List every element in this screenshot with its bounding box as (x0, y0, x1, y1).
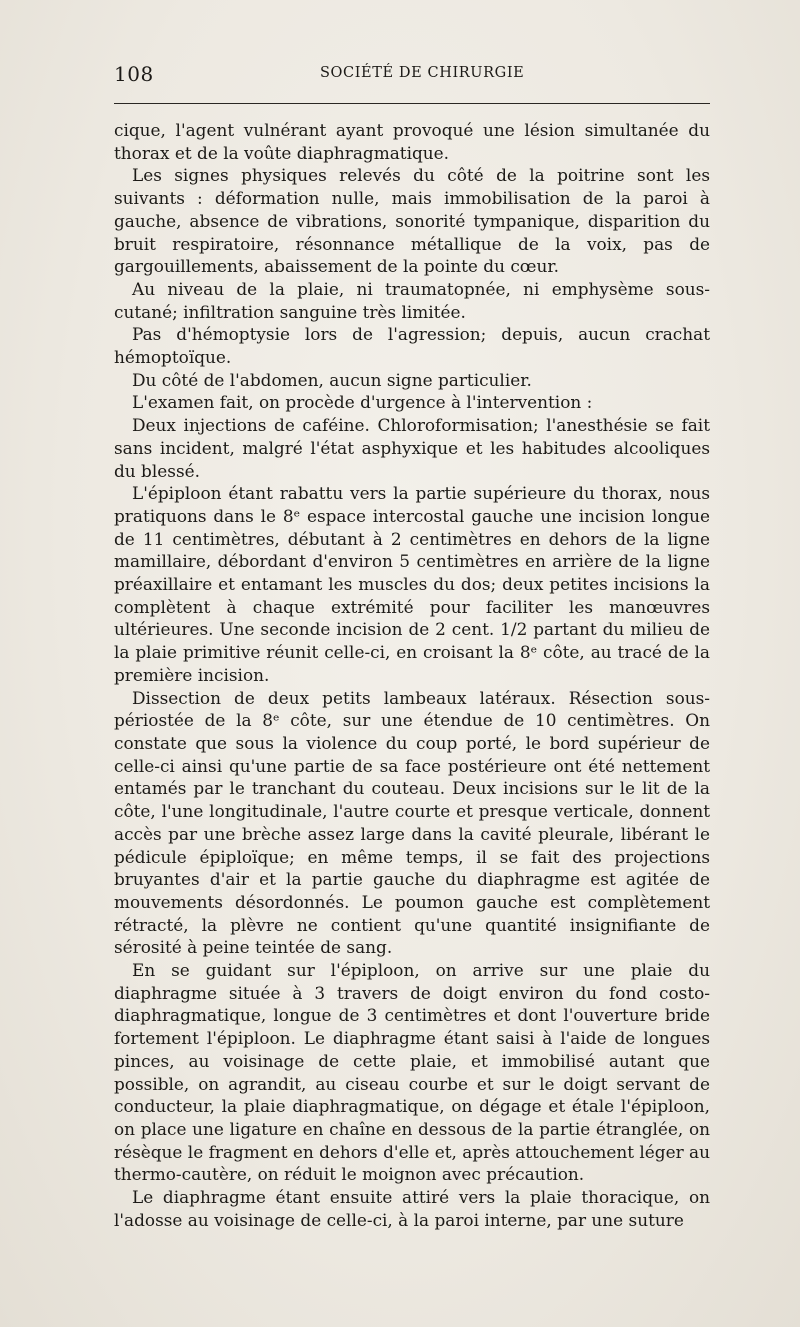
paragraph-11: Le diaphragme étant ensuite attiré vers la plaie thoracique, on l'adosse au voisinage de celle-ci, à la paroi interne, par une suture (114, 1187, 710, 1230)
page-number: 108 (114, 62, 154, 86)
paragraph-6: L'examen fait, on procède d'urgence à l'intervention : (132, 392, 593, 413)
body-text (114, 119, 710, 1231)
paragraph-1: cique, l'agent vulnérant ayant provoqué une lésion simultanée du thorax et de la voûte diaphragmatique. (114, 120, 710, 163)
paragraph-10: En se guidant sur l'épiploon, on arrive sur une plaie du diaphragme située à 3 travers de doigt environ du fond costo-diaphragmatique, longue de 3 centimètres et dont l'ouverture bride fortement l'épiploon. Le diaphragme étant saisi à l'aide de longues pinces, au voisinage de cette plaie, et immobilisé autant que possible, on agrandit, au ciseau courbe et sur le doigt servant de conducteur, la plaie diaphragmatique, on dégage et étale l'épiploon, on place une ligature en chaîne en dessous de la partie étranglée, on résèque le fragment en dehors d'elle et, après attouchement léger au thermo-cautère, on réduit le moignon avec précaution. (114, 960, 710, 1185)
page-header (114, 62, 710, 92)
paragraph-3: Au niveau de la plaie, ni traumatopnée, ni emphysème sous-cutané; infiltration sanguine très limitée. (114, 278, 710, 322)
header-rule (114, 103, 710, 104)
running-title: SOCIÉTÉ DE CHIRURGIE (320, 65, 525, 81)
paragraph-8: L'épiploon étant rabattu vers la partie supérieure du thorax, nous pratiquons dans le 8ᵉ espace intercostal gauche une incision longue de 11 centimètres, débutant à 2 centimètres en dehors de la ligne mamillaire, débordant d'environ 5 centimètres en arrière de la ligne préaxillaire et entamant les muscles du dos; deux petites incisions la complètent à chaque extrémité pour faciliter les manœuvres ultérieures. Une seconde incision de 2 cent. 1/2 partant du milieu de la plaie primitive réunit celle-ci, en croisant la 8ᵉ côte, au tracé de la première incision. (114, 483, 710, 685)
paragraph-4: Pas d'hémoptysie lors de l'agression; depuis, aucun crachat hémoptoïque. (114, 324, 710, 368)
paragraph-7: Deux injections de caféine. Chloroformisation; l'anesthésie se fait sans incident, malgré l'état asphyxique et les habitudes alcooliques du blessé. (114, 415, 710, 481)
paragraph-5: Du côté de l'abdomen, aucun signe particulier. (132, 369, 532, 390)
paragraph-9: Dissection de deux petits lambeaux latéraux. Résection sous-périostée de la 8ᵉ côte, sur une étendue de 10 centimètres. On constate que sous la violence du coup porté, le bord supérieur de celle-ci ainsi qu'une partie de sa face postérieure ont été nettement entamés par le tranchant du couteau. Deux incisions sur le lit de la côte, l'une longitudinale, l'autre courte et presque verticale, donnent accès par une brèche assez large dans la cavité pleurale, libérant le pédicule épiploïque; en même temps, il se fait des projections bruyantes d'air et la partie gauche du diaphragme est agitée de mouvements désordonnés. Le poumon gauche est complètement rétracté, la plèvre ne contient qu'une quantité insignifiante de sérosité à peine teintée de sang. (114, 687, 710, 958)
paragraph-2: Les signes physiques relevés du côté de la poitrine sont les suivants : déformation nulle, mais immobilisation de la paroi à gauche, absence de vibrations, sonorité tympanique, disparition du bruit respiratoire, résonnance métallique de la voix, pas de gargouillements, abaissement de la pointe du cœur. (114, 165, 710, 277)
